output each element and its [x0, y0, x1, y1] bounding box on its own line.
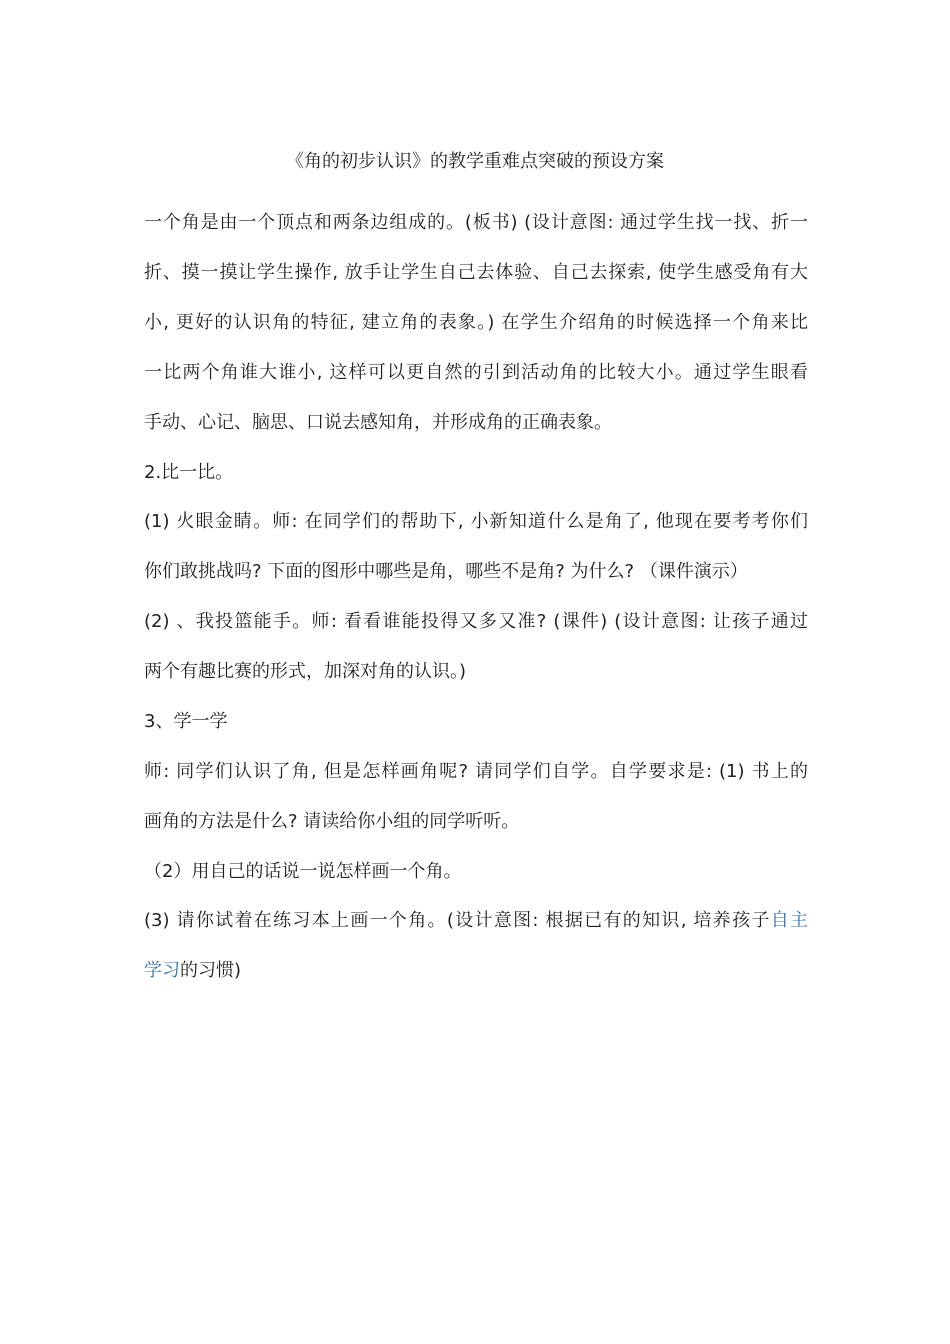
paragraph-line: 师: 同学们认识了角, 但是怎样画角呢? 请同学们自学。自学要求是: (1) 书上的 [144, 761, 808, 782]
list-item-line [144, 907, 808, 935]
list-item-line: （2）用自己的话说一说怎样画一个角。 [144, 861, 462, 882]
paragraph-line: 一个角是由一个顶点和两条边组成的。(板书) (设计意图: 通过学生找一找、折一 [144, 212, 808, 233]
self-study-link-continued[interactable]: 学习 [144, 960, 180, 981]
list-item-line: (1) 火眼金睛。师: 在同学们的帮助下, 小新知道什么是角了, 他现在要考考你们 [144, 511, 808, 532]
list-item-line: 两个有趣比赛的形式，加深对角的认识。) [144, 661, 467, 682]
section-heading: 3、学一学 [144, 711, 228, 732]
list-item-line: (2) 、我投篮能手。师: 看看谁能投得又多又准? (课件) (设计意图: 让孩子通过 [144, 611, 808, 632]
paragraph-line: 手动、心记、脑思、口说去感知角，并形成角的正确表象。 [144, 412, 612, 433]
section-heading: 2.比一比。 [144, 462, 234, 483]
paragraph-line: 画角的方法是什么? 请读给你小组的同学听听。 [144, 811, 520, 832]
list-item-line: 你们敢挑战吗? 下面的图形中哪些是角，哪些不是角? 为什么? （课件演示） [144, 561, 748, 582]
paragraph-line: 小, 更好的认识角的特征, 建立角的表象。) 在学生介绍角的时候选择一个角来比 [144, 312, 808, 333]
paragraph-line: 折、摸一摸让学生操作, 放手让学生自己去体验、自己去探索, 使学生感受角有大 [144, 262, 808, 283]
document-title: 《角的初步认识》的教学重难点突破的预设方案 [286, 151, 664, 172]
list-item-text: 的习惯) [180, 960, 242, 981]
list-item-line [144, 957, 808, 985]
paragraph-line: 一比两个角谁大谁小, 这样可以更自然的引到活动角的比较大小。通过学生眼看 [144, 362, 808, 383]
list-item-text: (3) 请你试着在练习本上画一个角。(设计意图: 根据已有的知识, 培养孩子 [144, 910, 771, 931]
self-study-link[interactable]: 自主 [770, 910, 809, 931]
